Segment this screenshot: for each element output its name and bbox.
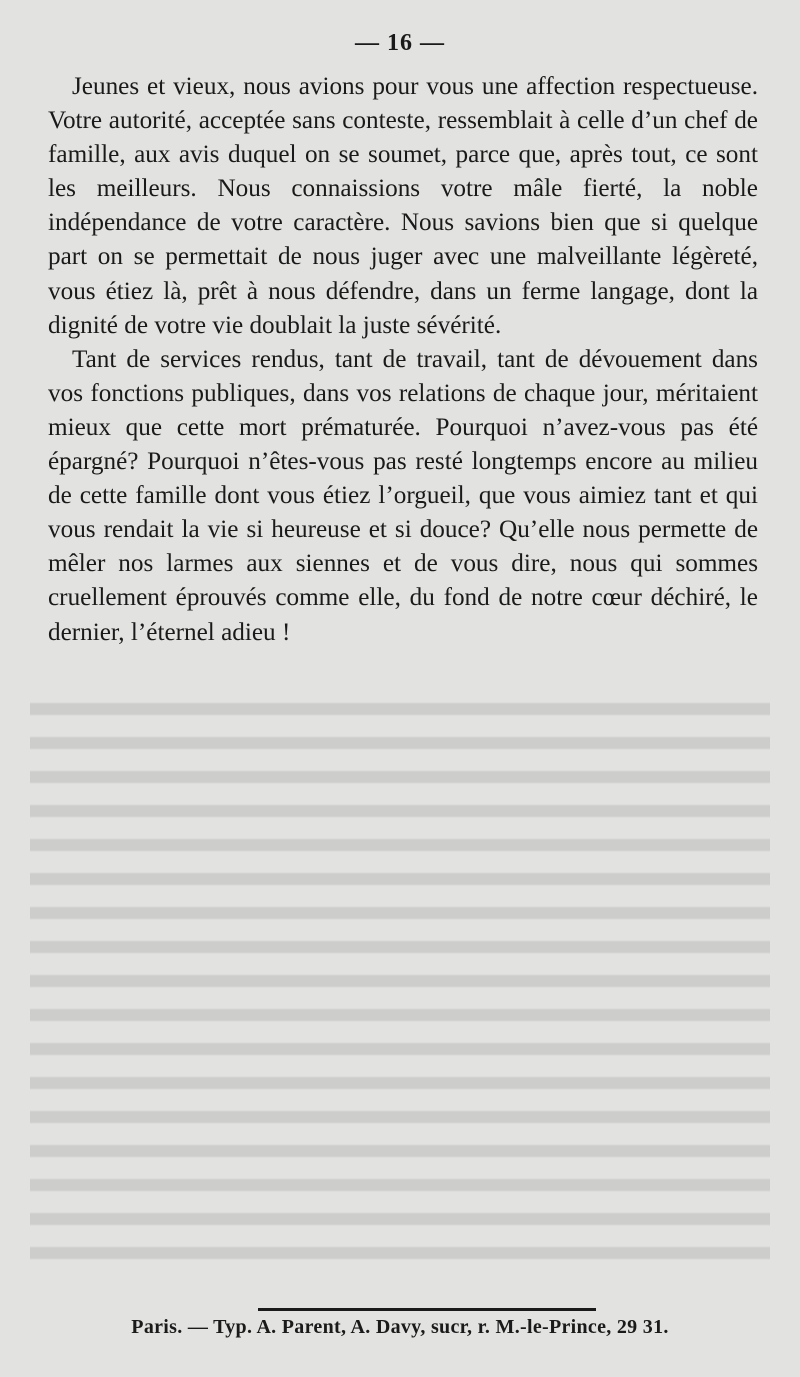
paragraph-1: Jeunes et vieux, nous avions pour vous une affection respectueuse. Votre autorité, acceptée sans conteste, ressemblait à celle d’un chef de famille, aux avis duquel on se soumet, parce que, après tout, ce sont les meilleurs. Nous connaissions votre mâle fierté, la noble indépendance de votre caractère. Nous savions bien que si quelque part on se permettait de nous juger avec une malveillante légèreté, vous étiez là, prêt à nous défendre, dans un ferme langage, dont la dignité de votre vie doublait la juste sévérité. [48, 73, 758, 339]
printer-imprint: Paris. — Typ. A. Parent, A. Davy, sucr, r. M.-le-Prince, 29 31. [131, 1316, 669, 1338]
page-number: — 16 — [355, 30, 445, 56]
footer-rule [258, 1308, 596, 1311]
show-through-text-area [30, 690, 770, 1270]
paragraph-2: Tant de services rendus, tant de travail, tant de dévouement dans vos fonctions publiques, dans vos relations de chaque jour, méritaient mieux que cette mort prématurée. Pourquoi n’avez-vous pas été épargné? Pourquoi n’êtes-vous pas resté longtemps encore au milieu de cette famille dont vous étiez l’orgueil, que vous aimiez tant et qui vous rendait la vie si heureuse et si douce? Qu’elle nous permette de mêler nos larmes aux siennes et de vous dire, nous qui sommes cruellement éprouvés comme elle, du fond de notre cœur déchiré, le dernier, l’éternel adieu ! [48, 345, 758, 646]
body-text [48, 70, 758, 650]
